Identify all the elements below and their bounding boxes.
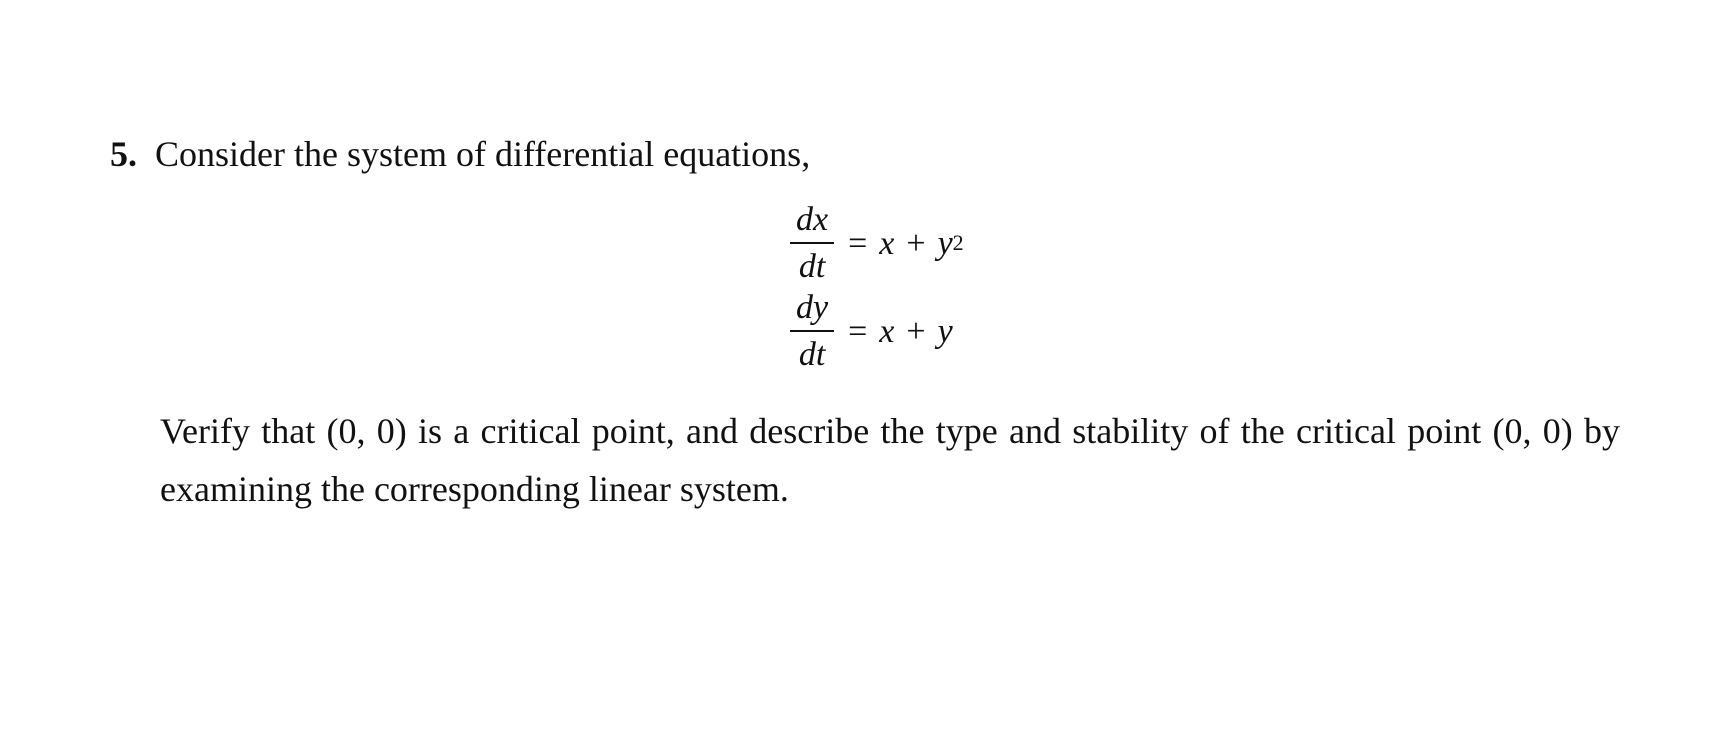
- denominator: dt: [798, 248, 826, 285]
- term-x: x: [879, 224, 895, 262]
- fraction-bar: [790, 330, 834, 332]
- term-y: y: [937, 312, 953, 350]
- equation-dy-dt: [790, 288, 953, 375]
- term-y: y: [937, 224, 953, 262]
- fraction-bar: [790, 242, 834, 244]
- problem-body: Verify that (0, 0) is a critical point, and describe the type and stability of the critical point (0, 0) by examining the corresponding linear system.: [160, 411, 1620, 509]
- problem-intro: Consider the system of differential equations,: [155, 134, 811, 174]
- right-hand-side: [848, 313, 953, 351]
- numerator: dx: [796, 201, 829, 238]
- exponent: 2: [952, 229, 964, 255]
- plus-sign: +: [906, 224, 926, 262]
- equals-sign: =: [848, 312, 868, 350]
- problem-number: 5.: [110, 134, 137, 174]
- equals-sign: =: [848, 224, 868, 262]
- right-hand-side: [848, 225, 964, 263]
- derivative-fraction: [790, 288, 834, 375]
- problem-statement: [110, 128, 810, 180]
- plus-sign: +: [906, 312, 926, 350]
- equation-dx-dt: [790, 200, 964, 287]
- numerator: dy: [796, 289, 829, 326]
- derivative-fraction: [790, 200, 834, 287]
- denominator: dt: [798, 336, 826, 373]
- term-x: x: [879, 312, 895, 350]
